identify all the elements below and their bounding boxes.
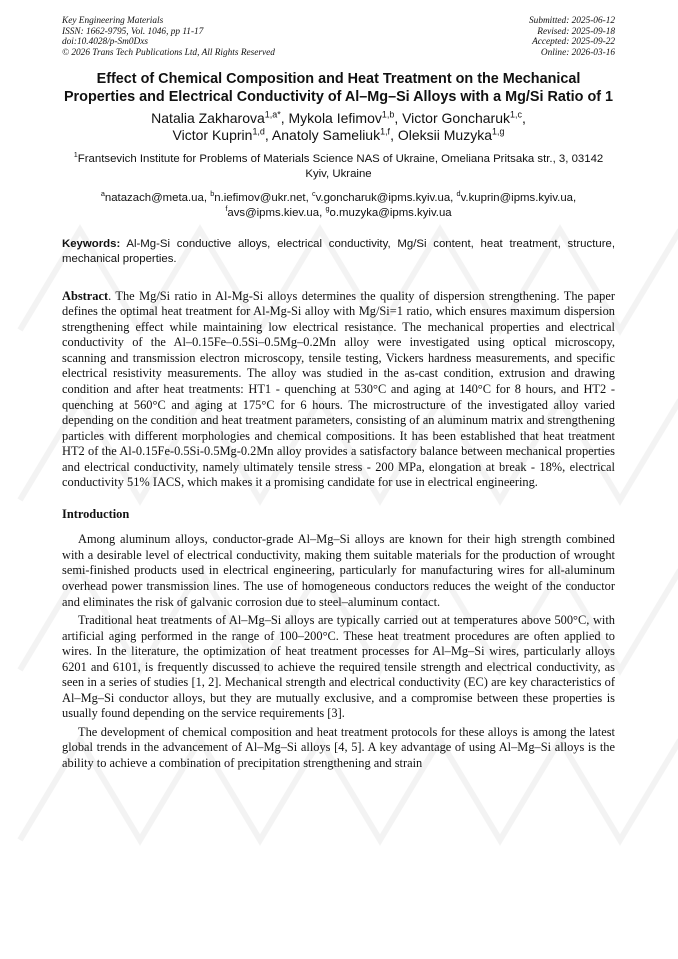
- body-paragraph: The development of chemical composition and heat treatment protocols for these alloys is among the latest global trends in the advancement of Al–Mg–Si alloys [4, 5]. A key advantage of using Al–Mg–Si alloys is the ability to achieve a combination of precipitation strengthening and strain: [62, 724, 615, 771]
- email-address: v.kuprin@ipms.kyiv.ua: [460, 191, 573, 204]
- online-date: Online: 2026-03-16: [540, 47, 615, 58]
- author-separator: ,: [394, 109, 403, 126]
- email-marker: g: [325, 203, 330, 213]
- issn-line: ISSN: 1662-9795, Vol. 1046, pp 11-17: [62, 26, 204, 37]
- keywords: [62, 237, 615, 267]
- author: [398, 127, 505, 143]
- author-name: Victor Goncharuk: [402, 109, 510, 126]
- doi-line: doi:10.4028/p-Sm0Dxs: [62, 37, 148, 48]
- email-entry: [210, 188, 312, 204]
- author-affiliation-marker: 1,a*: [264, 108, 281, 119]
- email-entry: [325, 203, 452, 219]
- abstract: [62, 289, 615, 491]
- email-marker: b: [210, 188, 215, 198]
- author-list: [62, 110, 615, 145]
- author-affiliation-marker: 1,b: [381, 108, 395, 119]
- abstract-text: . The Mg/Si ratio in Al-Mg-Si alloys determines the quality of dispersion strengthening. The paper defines the optimal heat treatment for Al-Mg-Si alloy with Mg/Si=1 ratio, which ensures maximum dispersion strengthening effect while maintaining low electrical resistance. The mechanical properties and electrical conductivity of the Al–0.15Fe–0.5Si–0.5Mg–0.2Mn alloy were investigated using optical microscopy, scanning and transmission electron microscopy, tensile testing, Vickers hardness measurements, and specific electrical resistivity measurements. The alloy was studied in the as-cast condition, extrusion and drawing condition and after heat treatments: HT1 - quenching at 530°C and aging at 140°C for 8 hours, and HT2 - quenching at 560°C and aging at 175°C for 6 hours. The microstructure of the investigated alloy varied depending on the condition and heat treatment parameters, consisting of an aluminum matrix and strengthening particles with different morphologies and chemical compositions. It has been established that heat treatment HT2 of the Al-0.15Fe-0.5Si-0.5Mg-0.2Mn alloy provides a satisfactory balance between mechanical properties and electrical conductivity, namely ultimately tensile stress - 200 MPa, elongation at break - 18%, electrical conductivity 51% IACS, which makes it a promising candidate for use in electrical engineering.: [62, 288, 615, 490]
- email-entry: [311, 188, 457, 204]
- author: [151, 110, 288, 126]
- submitted-date: Submitted: 2025-06-12: [529, 16, 615, 26]
- keywords-text: Al-Mg-Si conductive alloys, electrical conductivity, Mg/Si content, heat treatment, structure, mechanical properties.: [62, 237, 615, 265]
- email-marker: d: [456, 188, 461, 198]
- author-separator: ,: [264, 127, 272, 144]
- email-marker: a: [100, 188, 105, 198]
- affiliation: [62, 149, 615, 182]
- email-marker: f: [225, 203, 228, 213]
- revised-date: Revised: 2025-09-18: [537, 26, 615, 37]
- email-separator: ,: [450, 191, 457, 204]
- abstract-label: Abstract: [62, 288, 109, 303]
- body-paragraph: Traditional heat treatments of Al–Mg–Si alloys are typically carried out at temperatures above 500°C, with artificial aging performed in the range of 100–200°C. These heat treatment procedures are often applied to wires. In the literature, the optimization of heat treatment processes for Al–Mg–Si wires, particularly alloys 6201 and 6101, is frequently discussed to achieve the required tensile strength and electrical conductivity, as seen in a series of studies [1, 2]. Mechanical strength and electrical conductivity (EC) are key characteristics of Al–Mg–Si conductor alloys, but they are mutually exclusive, and a compromise between these properties is usually found depending on the service requirements [3].: [62, 613, 615, 721]
- journal-header: [62, 16, 615, 58]
- author-separator: ,: [280, 109, 289, 126]
- author: [272, 127, 398, 143]
- author-emails: [62, 188, 615, 221]
- email-entry: [456, 188, 577, 204]
- author: [289, 110, 403, 126]
- author: [173, 127, 272, 143]
- author-affiliation-marker: 1,g: [491, 126, 505, 137]
- author-name: Anatoly Sameliuk: [271, 127, 381, 144]
- copyright-line: © 2026 Trans Tech Publications Ltd, All Rights Reserved: [62, 47, 275, 58]
- journal-info: [62, 16, 275, 58]
- email-address: natazach@meta.ua: [104, 191, 204, 204]
- email-address: avs@ipms.kiev.ua: [227, 206, 320, 219]
- email-entry: [100, 188, 211, 204]
- email-separator: ,: [305, 191, 312, 204]
- submission-dates: [529, 16, 615, 58]
- author-affiliation-marker: 1,f: [380, 126, 391, 137]
- author-name: Natalia Zakharova: [151, 109, 265, 126]
- affiliation-text: Frantsevich Institute for Problems of Materials Science NAS of Ukraine, Omeliana Pritsaka str., 3, 03142 Kyiv, Ukraine: [77, 152, 604, 180]
- paper-title: Effect of Chemical Composition and Heat Treatment on the Mechanical Properties and Electrical Conductivity of Al–Mg–Si Alloys with a Mg/Si Ratio of 1: [63, 71, 614, 105]
- author-name: Victor Kuprin: [172, 127, 253, 144]
- journal-name: Key Engineering Materials: [62, 16, 164, 26]
- email-address: v.goncharuk@ipms.kyiv.ua: [315, 191, 451, 204]
- author: [402, 110, 526, 126]
- email-entry: [225, 203, 326, 219]
- author-name: Mykola Iefimov: [288, 109, 382, 126]
- author-name: Oleksii Muzyka: [397, 127, 492, 144]
- author-affiliation-marker: 1,c: [510, 108, 522, 119]
- author-separator: ,: [390, 127, 398, 144]
- email-address: o.muzyka@ipms.kyiv.ua: [329, 206, 452, 219]
- author-separator: ,: [521, 109, 526, 126]
- email-marker: c: [311, 188, 316, 198]
- body-paragraph: Among aluminum alloys, conductor-grade Al–Mg–Si alloys are known for their high strength combined with a desirable level of electrical conductivity, making them suitable materials for the production of wrought semi-finished products used in electrical engineering, particularly for manufacturing wires for all-aluminum overhead power transmission lines. The use of homogeneous conductors reduces the weight of the conductor and eliminates the risk of galvanic corrosion due to steel–aluminum contact.: [62, 532, 615, 609]
- affiliation-marker: 1: [73, 149, 78, 159]
- accepted-date: Accepted: 2025-09-22: [532, 37, 615, 48]
- paper-page: [62, 16, 615, 772]
- email-separator: ,: [319, 206, 326, 219]
- section-heading-introduction: Introduction: [62, 506, 130, 521]
- email-address: n.iefimov@ukr.net: [214, 191, 306, 204]
- email-separator: ,: [573, 191, 577, 204]
- email-separator: ,: [203, 191, 211, 204]
- keywords-label: Keywords:: [62, 237, 121, 250]
- author-affiliation-marker: 1,d: [252, 126, 265, 137]
